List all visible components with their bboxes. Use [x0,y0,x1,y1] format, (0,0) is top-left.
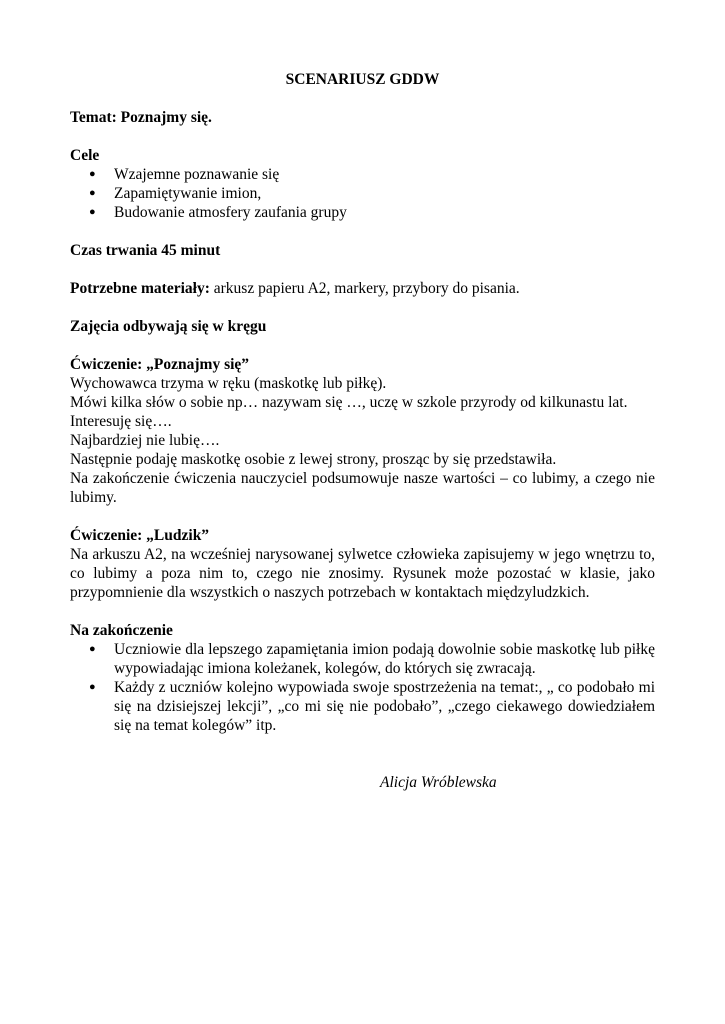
goal-text: Budowanie atmosfery zaufania grupy [114,204,347,221]
ending-list [70,640,655,735]
duration-heading: Czas trwania 45 minut [70,242,221,259]
exercise1-line: Interesuję się…. [70,413,172,430]
bullet-dot-icon: ● [89,643,96,655]
bullet-dot-icon: ● [89,168,96,180]
bullet-dot-icon: ● [89,187,96,199]
list-item [70,203,655,222]
goals-section [70,146,655,222]
topic-heading: Temat: Poznajmy się. [70,109,212,126]
exercise2-section [70,526,655,602]
exercise2-text: Na arkuszu A2, na wcześniej narysowanej sylwetce człowieka zapisujemy w jego wnętrzu to, co lubimy a poza nim to, czego nie znosimy. Rysunek może pozostać w klasie, jako przypomnienie dla wszystkich o naszych potrzebach w kontaktach międzyludzkich. [70,546,655,601]
list-item [70,165,655,184]
exercise1-line: Następnie podaję maskotkę osobie z lewej strony, prosząc by się przedstawiła. [70,451,557,468]
document-page [70,70,655,808]
author-signature: Alicja Wróblewska [380,774,497,791]
bullet-dot-icon: ● [89,206,96,218]
goals-heading: Cele [70,147,100,164]
exercise1-line: Wychowawca trzyma w ręku (maskotkę lub piłkę). [70,375,387,392]
ending-section [70,621,655,735]
list-item [70,678,655,735]
exercise2-heading: Ćwiczenie: „Ludzik” [70,527,210,544]
document-title: SCENARIUSZ GDDW [285,71,440,88]
ending-item-text: Każdy z uczniów kolejno wypowiada swoje spostrzeżenia na temat:, „ co podobało mi się na dzisiejszej lekcji”, „co mi się nie podobało”, „czego ciekawego dowiedziałem się na temat kolegów” itp. [114,679,655,734]
bullet-dot-icon: ● [89,681,96,693]
exercise1-heading: Ćwiczenie: „Poznajmy się” [70,356,250,373]
exercise1-section [70,355,655,507]
ending-item-text: Uczniowie dla lepszego zapamiętania imion podają dowolnie sobie maskotkę lub piłkę wypowiadając imiona koleżanek, kolegów, do których się zwracają. [114,641,655,677]
exercise1-line: Na zakończenie ćwiczenia nauczyciel podsumowuje nasze wartości – co lubimy, a czego nie lubimy. [70,470,655,506]
materials-label: Potrzebne materiały: [70,280,210,297]
goal-text: Wzajemne poznawanie się [114,166,280,183]
circle-heading: Zajęcia odbywają się w kręgu [70,318,267,335]
goals-list [70,165,655,222]
materials-line [70,279,655,298]
exercise1-line: Mówi kilka słów o sobie np… nazywam się …, uczę w szkole przyrody od kilkunastu lat. [70,394,628,411]
list-item [70,184,655,203]
ending-heading: Na zakończenie [70,622,173,639]
list-item [70,640,655,678]
goal-text: Zapamiętywanie imion, [114,185,262,202]
materials-text: arkusz papieru A2, markery, przybory do pisania. [209,280,520,297]
exercise1-line: Najbardziej nie lubię…. [70,432,220,449]
